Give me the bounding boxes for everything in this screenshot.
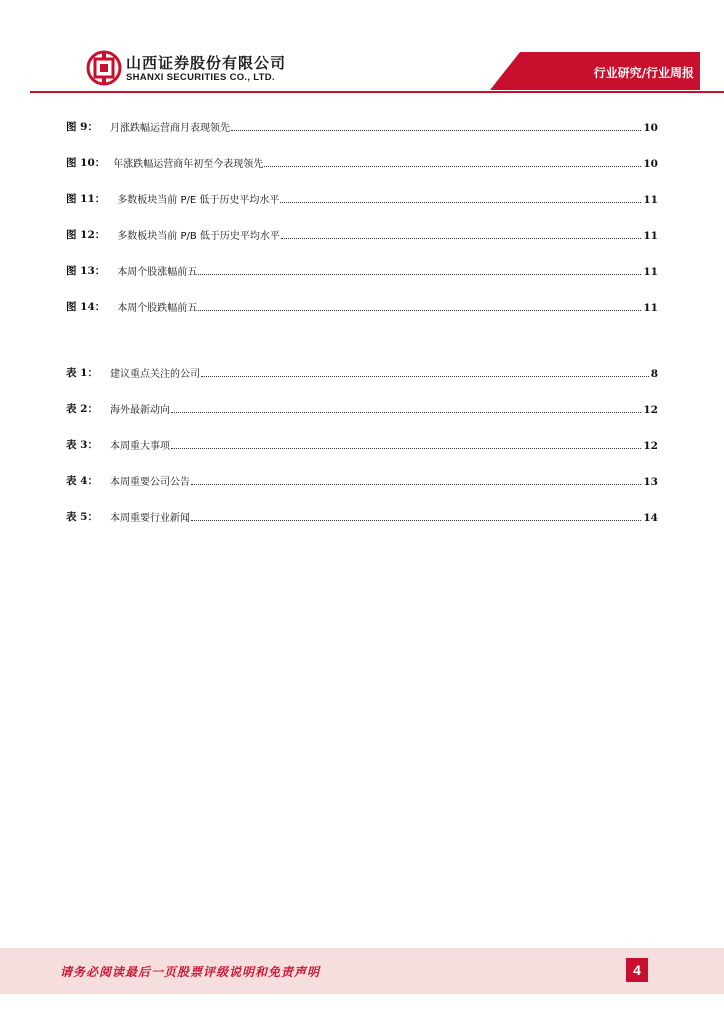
toc-entry-title: 本周个股跌幅前五 [117, 303, 198, 314]
toc-entry[interactable] [66, 300, 658, 314]
toc-entry-page: 12 [643, 404, 658, 416]
toc-leader-dots [171, 447, 641, 449]
toc-entry[interactable] [66, 156, 658, 170]
toc-entry[interactable] [66, 264, 658, 278]
disclaimer-text: 请务必阅读最后一页股票评级说明和免责声明 [60, 965, 321, 979]
toc-entry-title: 本周重大事项 [109, 441, 170, 452]
toc-entry[interactable] [66, 474, 658, 488]
toc-entry-label: 图 10： [66, 157, 106, 169]
toc-entry-page: 13 [643, 476, 658, 488]
toc-entry-page: 10 [643, 122, 658, 134]
toc-entry-page: 11 [643, 230, 658, 242]
toc-entry-page: 11 [643, 194, 658, 206]
toc-entry-page: 12 [643, 440, 658, 452]
page-number-badge: 4 [626, 958, 648, 982]
toc-entry-title: 本周重要行业新闻 [109, 513, 190, 524]
toc-entry-label: 图 14： [66, 301, 106, 313]
report-type-label: 行业研究/行业周报 [593, 66, 694, 80]
toc-entry-title: 海外最新动向 [109, 405, 170, 416]
toc-entry[interactable] [66, 402, 658, 416]
toc-entry-label: 表 2： [66, 403, 98, 415]
toc-leader-dots [198, 273, 641, 275]
toc-entry-page: 8 [650, 368, 658, 380]
toc-leader-dots [201, 375, 649, 377]
toc-entry-page: 11 [643, 302, 658, 314]
toc-entry-title: 月涨跌幅运营商月表现领先 [109, 123, 230, 134]
toc-entry-title: 多数板块当前 P/E 低于历史平均水平 [117, 195, 280, 206]
page-footer [0, 948, 724, 994]
toc-entry-label: 图 11： [66, 193, 106, 205]
toc-entry[interactable] [66, 192, 658, 206]
toc-leader-dots [171, 411, 641, 413]
table-index [66, 366, 658, 546]
company-name-en: SHANXI SECURITIES CO., LTD. [126, 72, 275, 83]
toc-entry[interactable] [66, 510, 658, 524]
toc-leader-dots [281, 237, 641, 239]
toc-entry-label: 表 1： [66, 367, 98, 379]
company-name-cn: 山西证券股份有限公司 [126, 54, 287, 72]
toc-entry-page: 11 [643, 266, 658, 278]
toc-entry-label: 表 3： [66, 439, 98, 451]
page-header [0, 0, 724, 100]
toc-entry-label: 图 12： [66, 229, 106, 241]
toc-entry-label: 表 5： [66, 511, 98, 523]
toc-entry-label: 图 9： [66, 121, 98, 133]
toc-leader-dots [198, 309, 641, 311]
toc-leader-dots [264, 165, 641, 167]
toc-entry-title: 建议重点关注的公司 [109, 369, 200, 380]
toc-entry[interactable] [66, 228, 658, 242]
toc-entry-label: 图 13： [66, 265, 106, 277]
figure-index [66, 120, 658, 336]
toc-entry-title: 年涨跌幅运营商年初至今表现领先 [113, 159, 264, 170]
toc-entry-title: 本周个股涨幅前五 [117, 267, 198, 278]
toc-entry-label: 表 4： [66, 475, 98, 487]
toc-entry[interactable] [66, 120, 658, 134]
shanxi-securities-logo-icon [86, 50, 122, 86]
toc-entry-title: 本周重要公司公告 [109, 477, 190, 488]
toc-entry-page: 10 [643, 158, 658, 170]
toc-entry[interactable] [66, 438, 658, 452]
toc-entry[interactable] [66, 366, 658, 380]
toc-leader-dots [231, 129, 641, 131]
toc-leader-dots [191, 519, 641, 521]
toc-leader-dots [191, 483, 641, 485]
toc-entry-page: 14 [643, 512, 658, 524]
toc-entry-title: 多数板块当前 P/B 低于历史平均水平 [117, 231, 280, 242]
toc-leader-dots [280, 201, 641, 203]
